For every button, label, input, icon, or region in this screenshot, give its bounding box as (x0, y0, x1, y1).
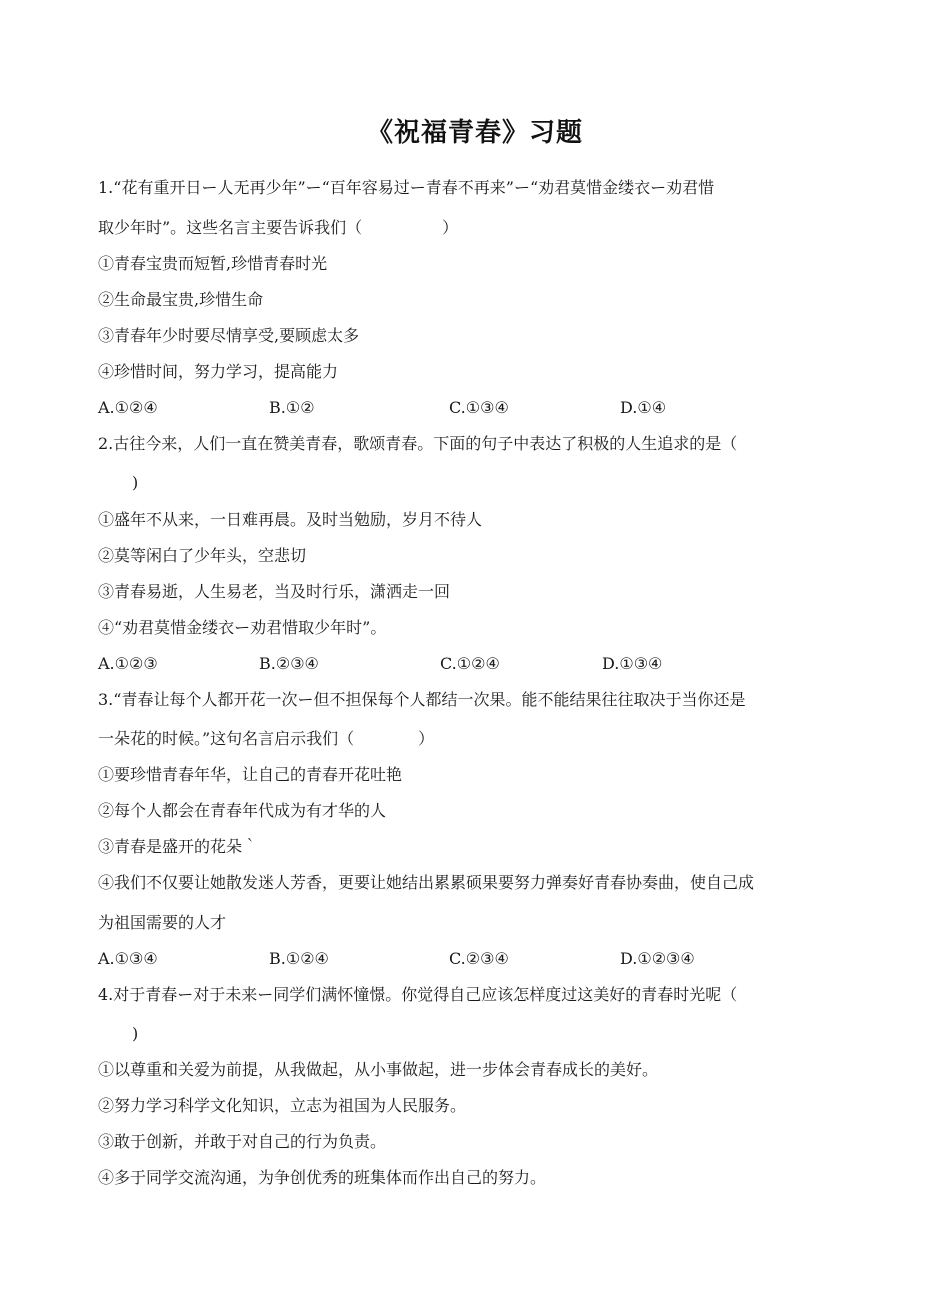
question-1-option-c[interactable]: C.①③④ (449, 398, 509, 417)
question-3-option-a[interactable]: A.①③④ (98, 949, 158, 968)
page-title: 《祝福青春》习题 (366, 118, 583, 148)
question-3-stem-line-2: 一朵花的时候。”这句名言启示我们（ ） (98, 729, 435, 748)
question-3-item-3: ③青春是盛开的花朵｀ (98, 837, 259, 856)
question-2-option-a[interactable]: A.①②③ (98, 654, 158, 673)
question-1-option-a[interactable]: A.①②④ (98, 398, 158, 417)
question-2-stem-line-1: 2.古往今来，人们一直在赞美青春，歌颂青春。下面的句子中表达了积极的人生追求的是（ (98, 434, 738, 453)
question-2-stem-line-2: ) (132, 473, 139, 492)
question-4-item-4: ④多于同学交流沟通，为争创优秀的班集体而作出自己的努力。 (98, 1168, 547, 1187)
question-1-stem-line-1: 1.“花有重开日ー人无再少年”ー“百年容易过ー青春不再来”ー“劝君莫惜金缕衣ー劝君惜 (98, 178, 715, 197)
question-4-item-3: ③敢于创新，并敢于对自己的行为负责。 (98, 1132, 387, 1151)
question-3-option-b[interactable]: B.①②④ (269, 949, 329, 968)
question-2-item-4: ④“劝君莫惜金缕衣ー劝君惜取少年时”。 (98, 618, 387, 637)
question-3-option-c[interactable]: C.②③④ (449, 949, 509, 968)
question-1-option-b[interactable]: B.①② (269, 398, 315, 417)
question-2-item-3: ③青春易逝，人生易老，当及时行乐，潇洒走一回 (98, 582, 451, 601)
question-4-stem-line-1: 4.对于青春ー对于未来ー同学们满怀憧憬。你觉得自己应该怎样度过这美好的青春时光呢（ (98, 985, 738, 1004)
question-4-item-2: ②努力学习科学文化知识，立志为祖国为人民服务。 (98, 1096, 467, 1115)
question-3-item-4-line-1: ④我们不仅要让她散发迷人芳香，更要让她结出累累硕果要努力弹奏好青春协奏曲，使自己成 (98, 873, 755, 892)
question-1-item-4: ④珍惜时间，努力学习，提高能力 (98, 362, 339, 381)
question-2-item-2: ②莫等闲白了少年头，空悲切 (98, 546, 307, 565)
question-2-item-1: ①盛年不从来，一日难再晨。及时当勉励，岁月不待人 (98, 510, 483, 529)
question-2-option-d[interactable]: D.①③④ (602, 654, 663, 673)
question-1-option-d[interactable]: D.①④ (620, 398, 667, 417)
question-3-option-d[interactable]: D.①②③④ (620, 949, 695, 968)
question-1-item-3: ③青春年少时要尽情享受,要顾虑太多 (98, 326, 360, 345)
question-1-item-2: ②生命最宝贵,珍惜生命 (98, 290, 264, 309)
question-2-option-b[interactable]: B.②③④ (259, 654, 319, 673)
question-1-stem-line-2: 取少年时”。这些名言主要告诉我们（ ） (98, 218, 459, 237)
question-1-item-1: ①青春宝贵而短暂,珍惜青春时光 (98, 254, 328, 273)
question-3-item-1: ①要珍惜青春年华，让自己的青春开花吐艳 (98, 765, 403, 784)
question-4-stem-line-2: ) (132, 1024, 139, 1043)
question-4-item-1: ①以尊重和关爱为前提，从我做起，从小事做起，进一步体会青春成长的美好。 (98, 1060, 659, 1079)
question-3-item-2: ②每个人都会在青春年代成为有才华的人 (98, 801, 387, 820)
question-3-stem-line-1: 3.“青春让每个人都开花一次ー但不担保每个人都结一次果。能不能结果往往取决于当你还是 (98, 690, 746, 709)
question-3-item-4-line-2: 为祖国需要的人才 (98, 913, 227, 932)
question-2-option-c[interactable]: C.①②④ (440, 654, 500, 673)
